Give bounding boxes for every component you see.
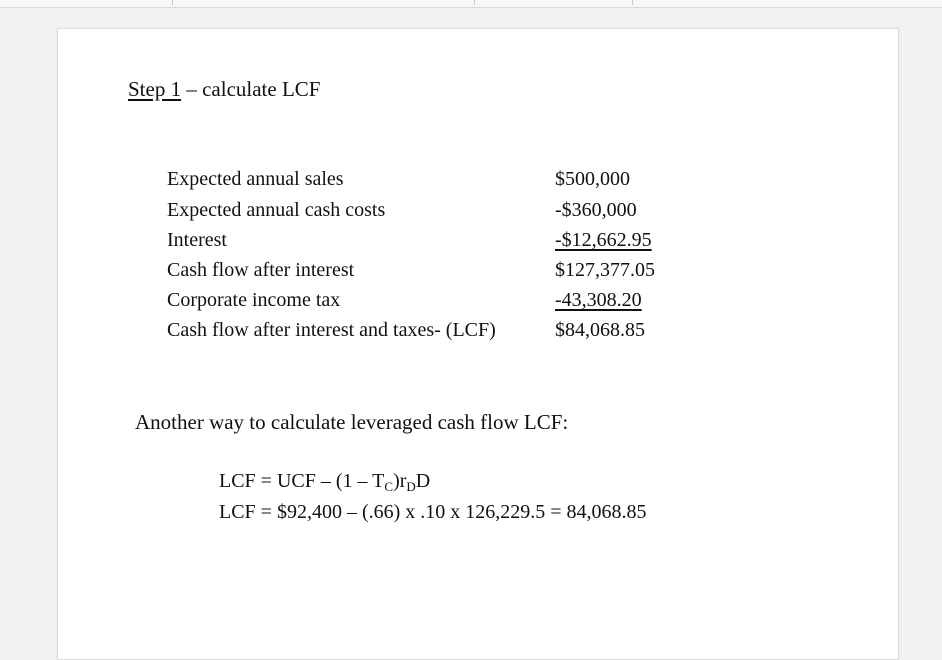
row-value: -$12,662.95 [555,229,652,251]
row-value: -43,308.20 [555,289,642,311]
table-row [167,319,687,349]
row-label: Cash flow after interest and taxes- (LCF) [167,319,496,341]
table-row [167,259,687,289]
row-value: $84,068.85 [555,319,645,341]
toolbar-divider [474,0,475,5]
formula-part: )r [393,470,407,492]
row-value: $500,000 [555,168,630,190]
toolbar-strip [0,0,942,8]
formula-part: D [415,470,431,492]
formula-part: LCF = UCF – (1 – T [219,470,385,492]
step-heading-text: – calculate LCF [181,77,321,101]
table-row [167,229,687,259]
formula-subscript: D [406,479,416,494]
row-value: $127,377.05 [555,259,655,281]
another-way-text: Another way to calculate leveraged cash flow LCF: [135,410,569,434]
table-row [167,199,687,229]
row-label: Expected annual sales [167,168,344,190]
toolbar-divider [172,0,173,5]
row-label: Cash flow after interest [167,259,355,281]
formula-subscript: C [384,479,394,494]
toolbar-divider [632,0,633,5]
table-row [167,168,687,198]
row-value: -$360,000 [555,199,637,221]
lcf-calculation: LCF = $92,400 – (.66) x .10 x 126,229.5 = 84,068.85 [219,501,647,523]
step-heading [128,77,320,102]
row-label: Interest [167,229,227,251]
document-page[interactable] [57,28,899,660]
row-label: Corporate income tax [167,289,341,311]
table-row [167,289,687,319]
row-label: Expected annual cash costs [167,199,386,221]
lcf-formula [219,470,430,493]
step-label: Step 1 [128,77,182,101]
